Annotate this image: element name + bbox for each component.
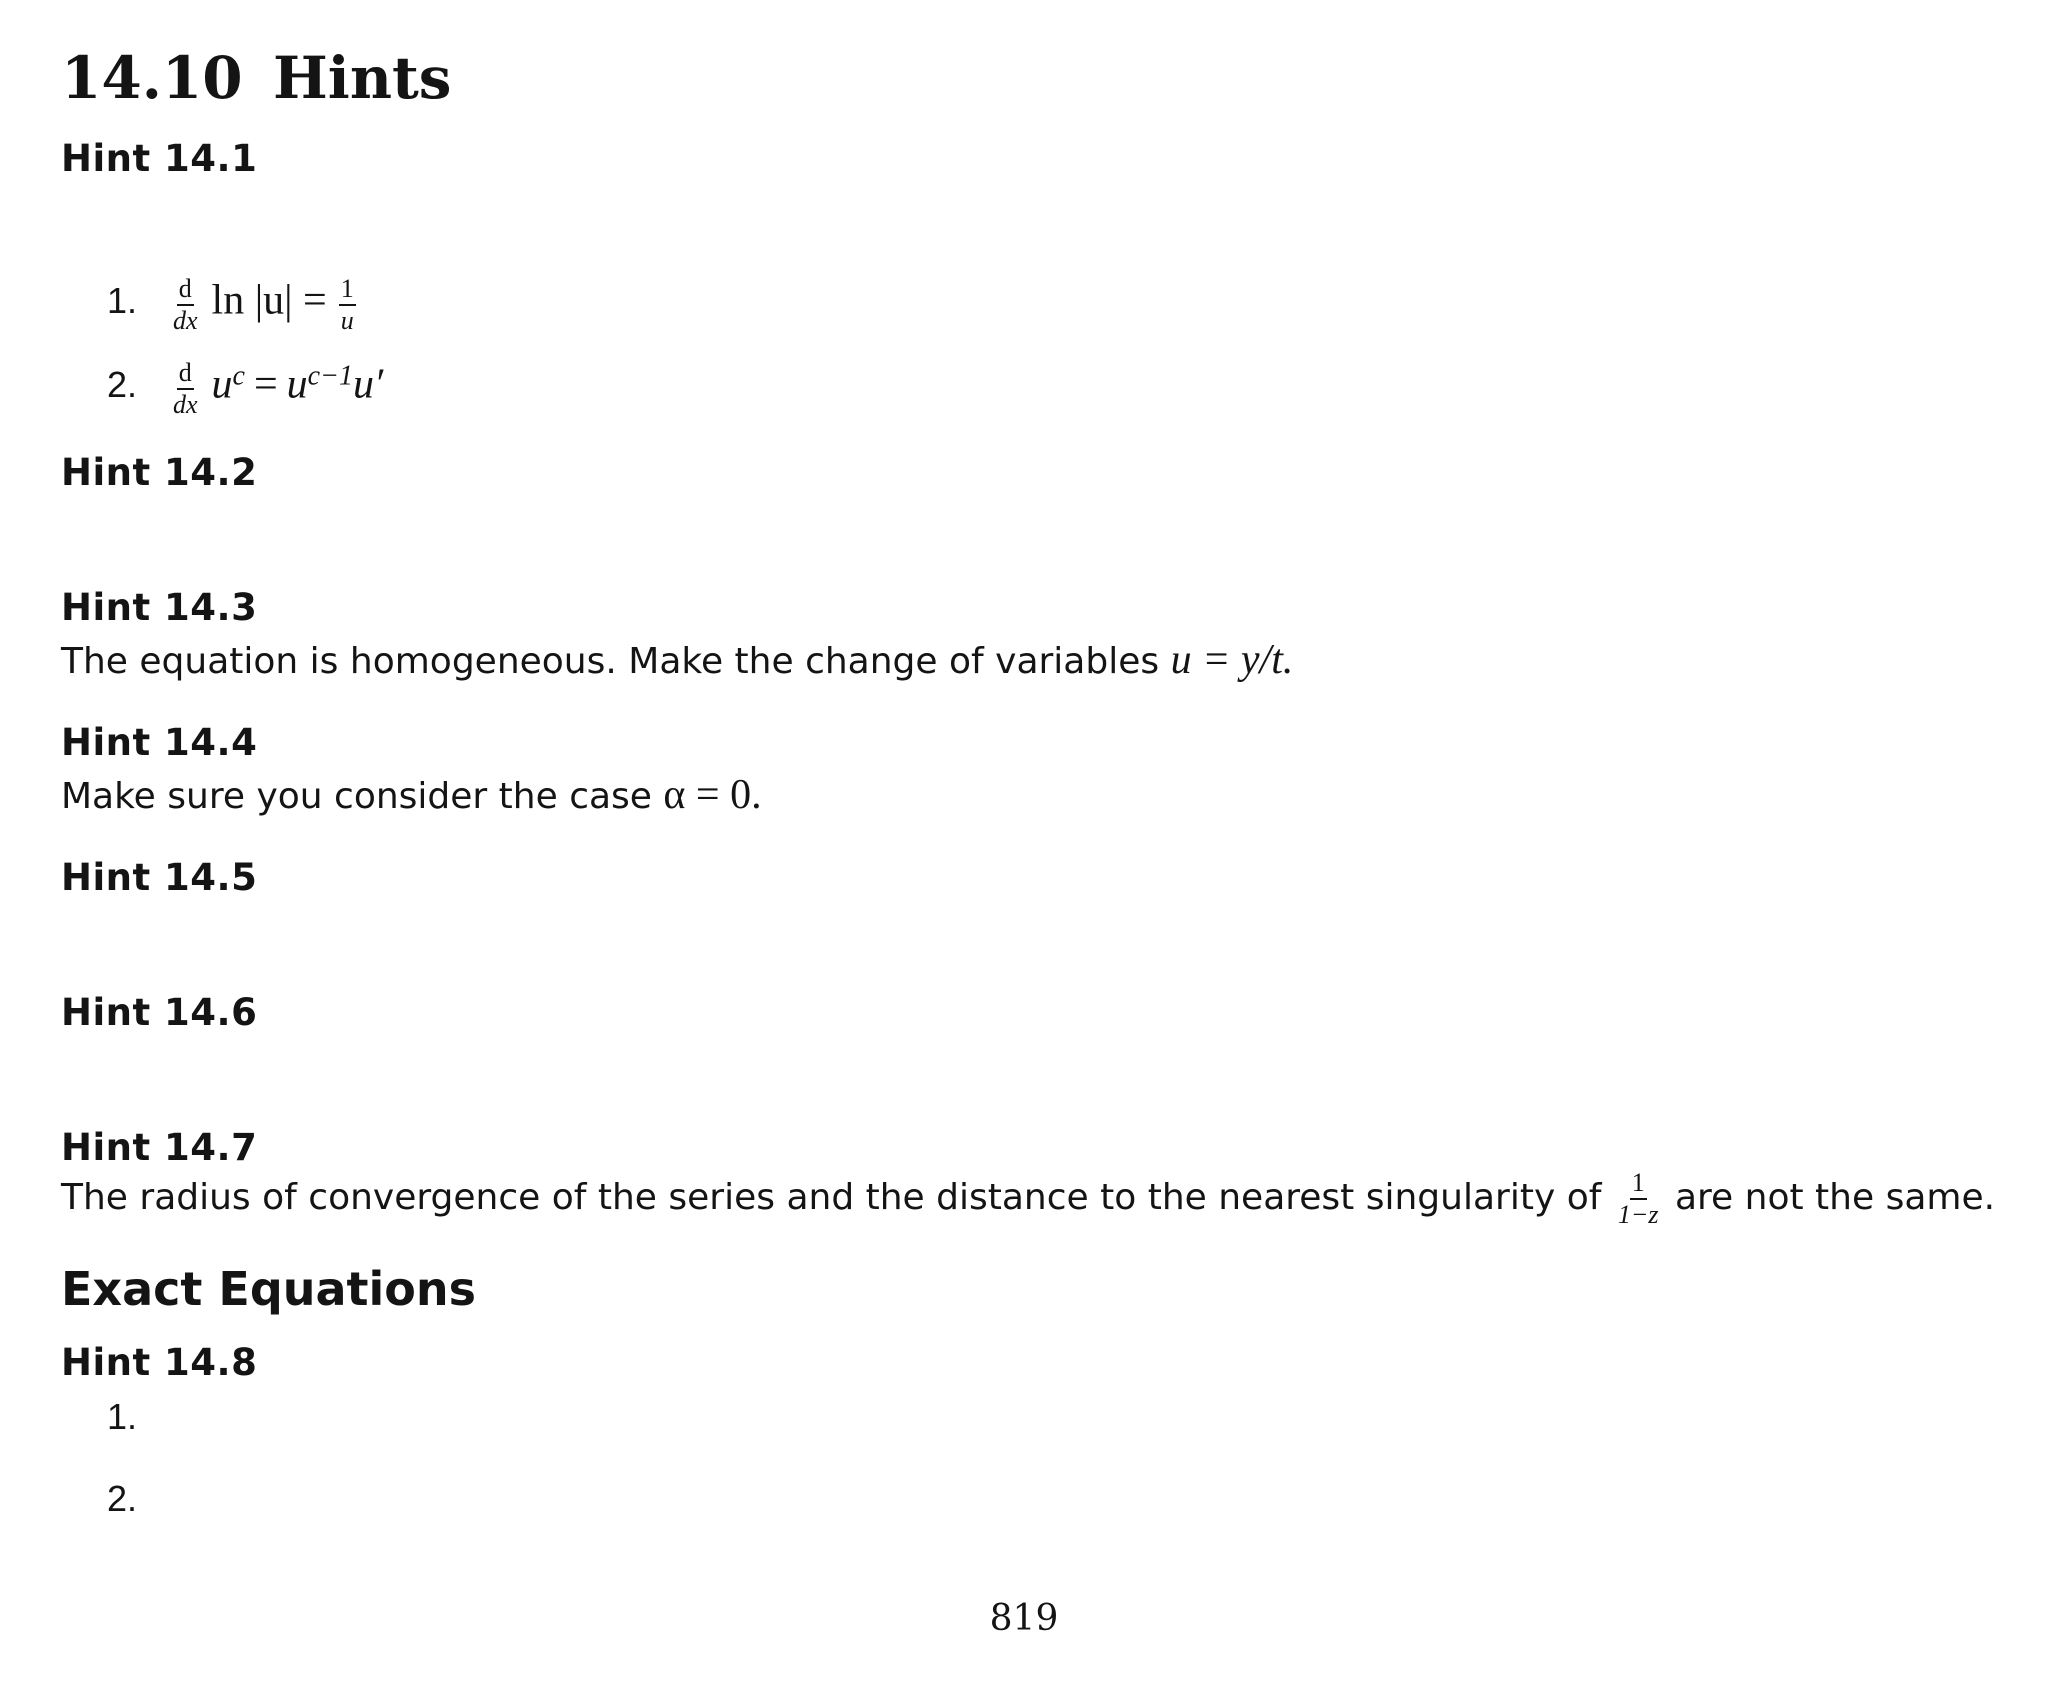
math-variable: u — [286, 361, 308, 408]
derivative-operator: $\frac{d}{dx}$ — [173, 358, 198, 419]
enumerated-item — [107, 276, 359, 334]
hint-heading: Hint 14.4 — [61, 721, 258, 764]
enumerated-item — [107, 1478, 159, 1520]
math-fraction: $\frac{1}{u}$ — [340, 274, 354, 335]
hint-sentence: The radius of convergence of the series and the distance to the nearest singularity of — [61, 1177, 1602, 1218]
hint-heading: Hint 14.5 — [61, 856, 258, 899]
page-number: 819 — [989, 1598, 1059, 1639]
hint-heading: Hint 14.7 — [61, 1126, 258, 1169]
hint-sentence-end: are not the same. — [1674, 1177, 1996, 1218]
item-label: 2. — [107, 364, 138, 406]
hint-heading: Hint 14.2 — [61, 451, 258, 494]
math-equals: = — [253, 361, 278, 408]
derivative-operator: $\frac{d}{dx}$ — [173, 274, 198, 335]
hint-heading: Hint 14.8 — [61, 1341, 258, 1384]
hint-text — [61, 1170, 1995, 1228]
math-expression: ln |u| = — [211, 277, 327, 324]
section-number: 14.10 — [61, 44, 243, 112]
section-title — [61, 44, 451, 112]
hint-heading: Hint 14.6 — [61, 991, 258, 1034]
subsection-title: Exact Equations — [61, 1262, 477, 1316]
item-label: 1. — [107, 1396, 138, 1437]
hint-sentence: Make sure you consider the case — [61, 776, 652, 817]
math-expression: u = y/t. — [1170, 637, 1294, 683]
math-expression: α = 0. — [663, 772, 762, 818]
math-variable: u′ — [353, 361, 384, 408]
hint-text — [61, 771, 762, 819]
math-variable: u — [211, 361, 233, 408]
hint-sentence: The equation is homogeneous. Make the change of variables — [61, 641, 1160, 682]
math-fraction: $\frac{1}{1-z}$ — [1617, 1168, 1659, 1229]
hint-heading: Hint 14.1 — [61, 137, 258, 180]
enumerated-item — [107, 1396, 159, 1438]
hint-heading: Hint 14.3 — [61, 586, 258, 629]
item-label: 1. — [107, 280, 138, 322]
math-exponent: c−1 — [307, 360, 353, 392]
enumerated-item — [107, 360, 383, 418]
section-title-text: Hints — [273, 44, 452, 112]
hint-text — [61, 636, 1293, 684]
item-label: 2. — [107, 1478, 138, 1519]
math-exponent: c — [232, 360, 245, 392]
